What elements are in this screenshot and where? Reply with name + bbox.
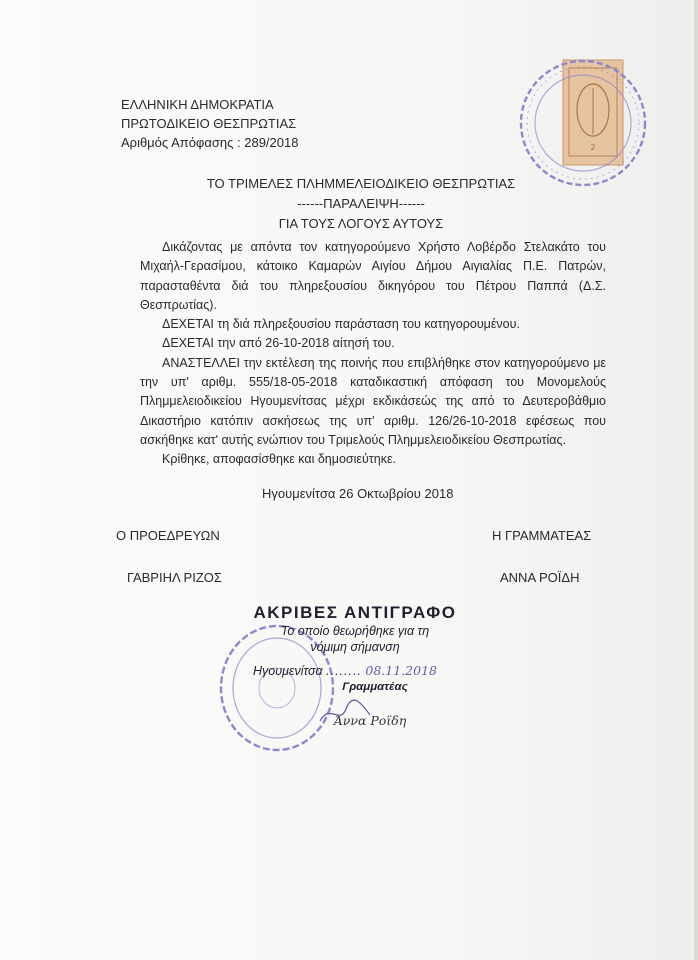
certified-copy-place: Ηγουμενίτσα: [253, 664, 323, 678]
decision-title-block: [0, 174, 698, 234]
reasons-heading: ΓΙΑ ΤΟΥΣ ΛΟΓΟΥΣ ΑΥΤΟΥΣ: [278, 216, 444, 231]
certified-copy-role: Γραμματέας: [342, 681, 408, 693]
certified-copy-line2: νόμιμη σήμανση: [310, 640, 400, 654]
handwritten-date: 08.11.2018: [365, 663, 437, 678]
paragraph-trial: Δικάζοντας με απόντα τον κατηγορούμενο Χρήστο Λοβέρδο Στελακάτο του Μιχαήλ-Γερασίμου, κάτοικο Καμαρών Αιγίου Δήμου Αιγιαλίας Π.Ε. Πατρών, παρασταθέντα διά του πληρεξουσίου δικηγόρου του Πέτρου Παππά (Δ.Σ. Θεσπρωτίας).: [140, 240, 606, 312]
court-heading: ΠΡΩΤΟΔΙΚΕΙΟ ΘΕΣΠΡΩΤΙΑΣ: [121, 116, 297, 131]
decision-number: Αριθμός Απόφασης : 289/2018: [121, 135, 299, 150]
handwritten-signature: [316, 695, 376, 729]
certified-copy-signatory: Άννα Ροϊδη: [333, 713, 407, 728]
certified-copy-line1: Το οποίο θεωρήθηκε για τη: [280, 624, 430, 638]
clerk-name: ΑΝΝΑ ΡΟΪΔΗ: [500, 570, 580, 585]
decision-body: [140, 238, 606, 470]
court-title: ΤΟ ΤΡΙΜΕΛΕΣ ΠΛΗΜΜΕΛΕΙΟΔΙΚΕΙΟ ΘΕΣΠΡΩΤΙΑΣ: [206, 176, 516, 191]
presiding-judge-role: Ο ΠΡΟΕΔΡΕΥΩΝ: [116, 528, 220, 543]
certified-copy-title: ΑΚΡΙΒΕΣ ΑΝΤΙΓΡΑΦΟ: [253, 603, 457, 622]
scan-edge: [694, 0, 698, 960]
svg-text:2: 2: [590, 143, 596, 152]
document-header: [121, 95, 298, 152]
republic-heading: ΕΛΛΗΝΙΚΗ ΔΗΜΟΚΡΑΤΙΑ: [121, 97, 274, 112]
clerk-role: Η ΓΡΑΜΜΑΤΕΑΣ: [492, 528, 592, 543]
presiding-judge-name: ΓΑΒΡΙΗΛ ΡΙΖΟΣ: [127, 570, 222, 585]
paragraph-suspension: ΑΝΑΣΤΕΛΛΕΙ την εκτέλεση της ποινής που επιβλήθηκε στον κατηγορούμενο με την υπ' αριθμ. 555/18-05-2018 καταδικαστική απόφαση του Μονομελούς Πλημμελειοδικείου Ηγουμενίτσας μέχρι εκδικάσεώς της από το Δευτεροβάθμιο Δικαστήριο κατόπιν ασκήσεως της υπ' αριθμ. 126/26-10-2018 εφέσεως που ασκήθηκε κατ' αυτής ενώπιον του Τριμελούς Πλημμελειοδικείου Θεσπρωτίας.: [140, 355, 606, 447]
paragraph-published: Κρίθηκε, αποφασίσθηκε και δημοσιεύτηκε.: [162, 452, 396, 467]
certified-copy-place-row: Ηγουμενίτσα ........ 08.11.2018: [253, 663, 437, 678]
omission-marker: ------ΠΑΡΑΛΕΙΨΗ------: [297, 196, 425, 211]
paragraph-representation: ΔΕΧΕΤΑΙ τη διά πληρεξουσίου παράσταση του κατηγορουμένου.: [162, 317, 520, 332]
paragraph-application: ΔΕΧΕΤΑΙ την από 26-10-2018 αίτησή του.: [162, 336, 395, 351]
place-and-date: Ηγουμενίτσα 26 Οκτωβρίου 2018: [262, 486, 454, 501]
